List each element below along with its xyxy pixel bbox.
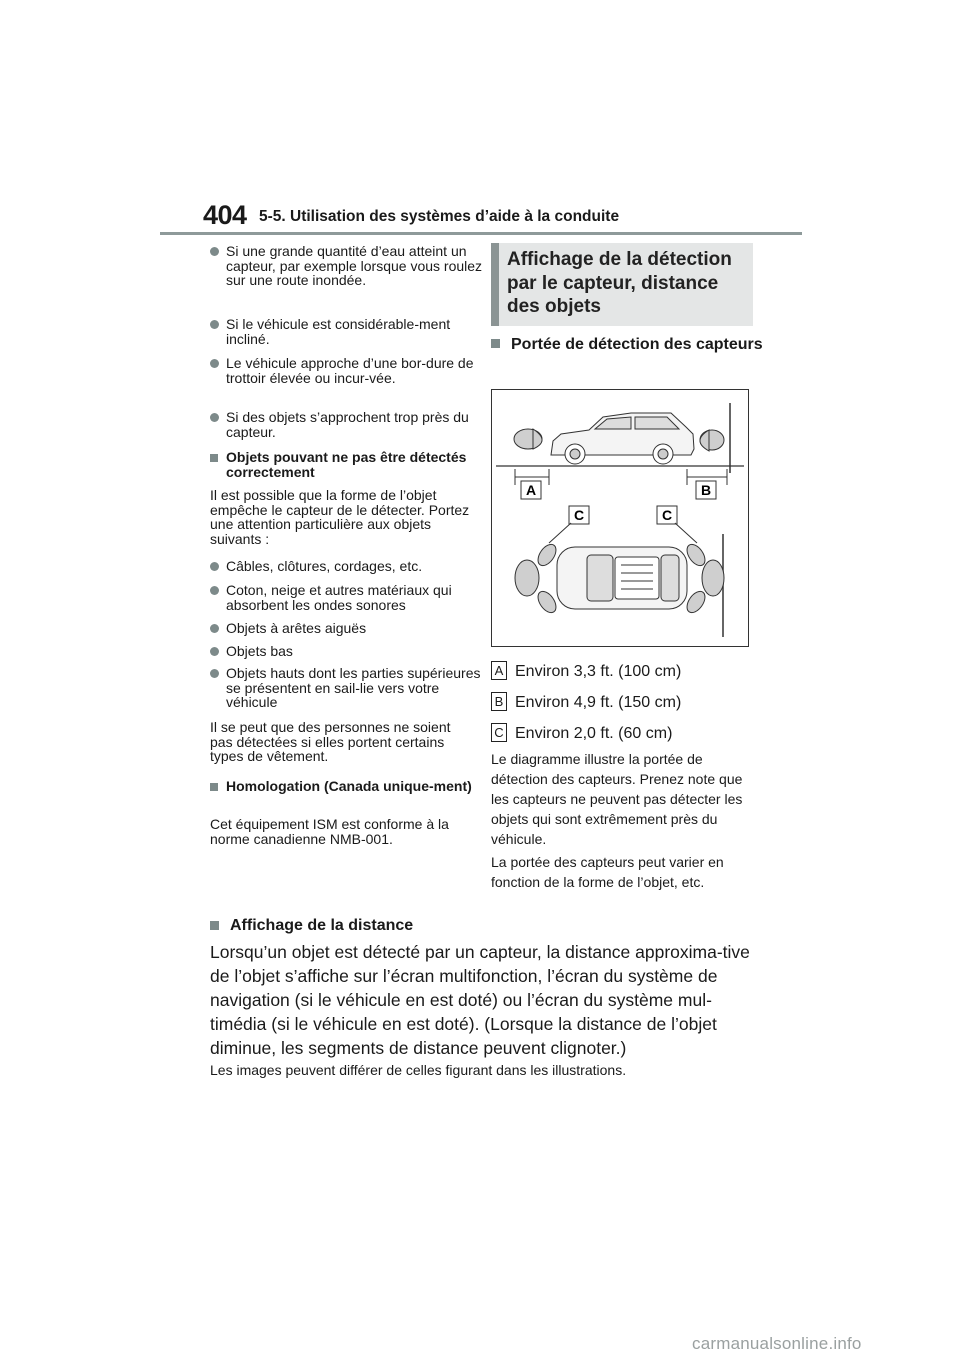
bullet-text: Câbles, clôtures, cordages, etc.: [226, 558, 423, 574]
diagram-label-c: C: [661, 507, 673, 523]
section-title: 5-5. Utilisation des systèmes d’aide à la conduite: [259, 208, 620, 225]
bullet-text: Si une grande quantité d’eau atteint un capteur, par exemple lorsque vous roulez sur une route inondée.: [226, 243, 483, 288]
bullet-text: Objets hauts dont les parties supérieures se présentent en sail-lie vers votre véhicule: [226, 665, 481, 710]
bullet-icon: [210, 669, 219, 678]
subhead-homologation: Homologation (Canada unique-ment): [210, 779, 476, 794]
bullet-icon: [210, 413, 219, 422]
legend-item-a: [491, 661, 681, 682]
bullet-item: [210, 583, 488, 612]
legend-key: B: [491, 692, 507, 711]
bullet-item: [210, 666, 488, 710]
distance-heading: Affichage de la distance: [210, 917, 413, 935]
bullet-icon: [210, 624, 219, 633]
legend-text: Environ 4,9 ft. (150 cm): [515, 694, 682, 711]
bullet-item: [210, 559, 488, 574]
subhead-objects: Objets pouvant ne pas être détectés correctement: [210, 450, 476, 479]
section-title-bar: [491, 243, 499, 326]
para-persons: Il se peut que des personnes ne soient pas détectées si elles portent certains types de vêtement.: [210, 719, 451, 764]
illustration-note: Les images peuvent différer de celles figurant dans les illustrations.: [210, 1062, 627, 1078]
square-bullet-icon: [491, 339, 500, 348]
bullet-item: [210, 356, 488, 385]
bullet-item: [210, 244, 488, 288]
bullet-text: Objets à arêtes aiguës: [226, 620, 367, 636]
watermark: carmanualsonline.info: [692, 1334, 862, 1353]
bullet-item: [210, 317, 488, 346]
diagram-label-c: C: [573, 507, 585, 523]
bullet-icon: [210, 320, 219, 329]
bullet-icon: [210, 647, 219, 656]
legend-key: C: [491, 723, 507, 742]
legend-text: Environ 2,0 ft. (60 cm): [515, 725, 673, 742]
square-bullet-icon: [210, 454, 218, 462]
bullet-text: Si le véhicule est considérable-ment incliné.: [226, 316, 451, 347]
car-top-view-icon: [557, 547, 687, 609]
bullet-icon: [210, 247, 219, 256]
bullet-item: [210, 410, 488, 439]
range-heading: Portée de détection des capteurs: [491, 334, 773, 356]
bullet-icon: [210, 586, 219, 595]
page-number: 404: [203, 200, 247, 230]
sensor-range-diagram: [491, 389, 749, 647]
section-title-text: Affichage de la détection par le capteur, distance des objets: [507, 249, 732, 317]
square-bullet-icon: [210, 921, 219, 930]
range-note: La portée des capteurs peut varier en fonction de la forme de l’objet, etc.: [491, 854, 724, 890]
bullet-item: [210, 644, 488, 659]
diagram-note: Le diagramme illustre la portée de détection des capteurs. Prenez note que les capteurs ne peuvent pas détecter les objets qui sont extrêmement près du véhicule.: [491, 751, 743, 847]
bullet-text: Si des objets s’approchent trop près du capteur.: [226, 409, 469, 440]
para-homologation: Cet équipement ISM est conforme à la norme canadienne NMB-001.: [210, 816, 449, 847]
bullet-icon: [210, 562, 219, 571]
diagram-label-b: B: [700, 482, 712, 498]
legend-key: A: [491, 661, 507, 680]
header-rule: [160, 232, 802, 235]
bullet-text: Coton, neige et autres matériaux qui absorbent les ondes sonores: [226, 582, 452, 613]
legend-text: Environ 3,3 ft. (100 cm): [515, 663, 682, 680]
legend-item-b: [491, 692, 681, 713]
legend-item-c: [491, 723, 672, 744]
bullet-text: Le véhicule approche d’une bor-dure de trottoir élevée ou incur-vée.: [226, 355, 474, 386]
distance-body: Lorsqu’un objet est détecté par un capteur, la distance approxima-tive de l’objet s’affiche sur l’écran multifonction, l’écran du système de navigation (si le véhicule en est doté) ou l’écran du système mul-timédia (si le véhicule en est doté). (Lorsque la distance de l’objet diminue, les segments de distance peuvent clignoter.): [210, 942, 750, 1058]
bullet-text: Objets bas: [226, 643, 293, 659]
bullet-icon: [210, 359, 219, 368]
para-objects: Il est possible que la forme de l’objet empêche le capteur de le détecter. Portez une attention particulière aux objets suivants :: [210, 487, 470, 547]
square-bullet-icon: [210, 783, 218, 791]
diagram-label-a: A: [525, 482, 537, 498]
bullet-item: [210, 621, 488, 636]
